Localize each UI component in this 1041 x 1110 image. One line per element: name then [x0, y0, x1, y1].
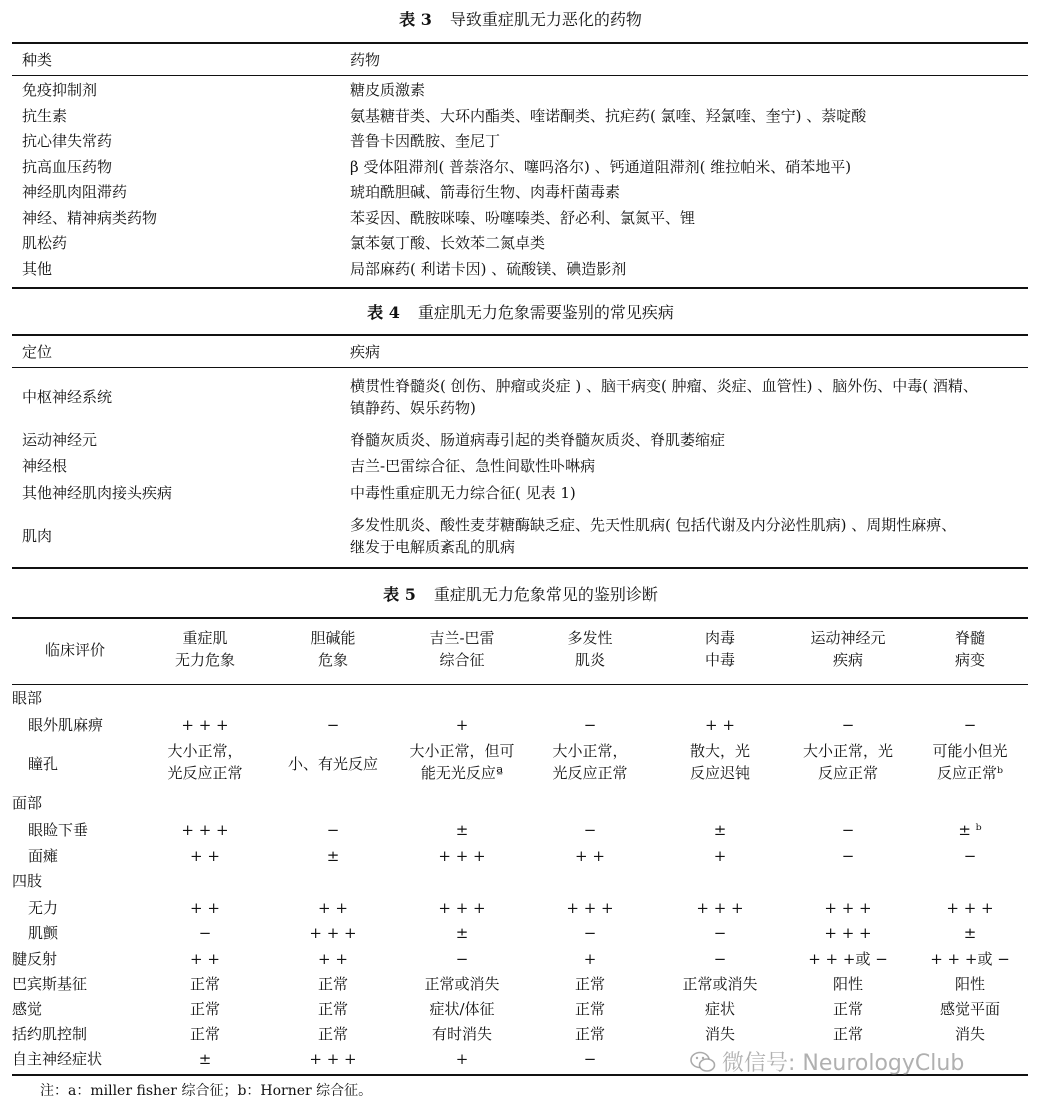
table5-cell-line: 大小正常，: [552, 742, 628, 760]
table3-caption: [0, 10, 1041, 30]
table5-cell: −: [841, 847, 855, 865]
table5-cell: 正常: [189, 1000, 220, 1018]
table5-cell: 正常: [189, 975, 220, 993]
table5-top-rule: [12, 617, 1028, 619]
table5-cell-line: 反应正常: [817, 764, 878, 782]
table5-cell: + + +: [438, 899, 486, 917]
table5-group-label: 面部: [12, 794, 43, 812]
table5-header-cell: 临床评价: [44, 641, 105, 659]
table3-cell-category: 其他: [22, 259, 53, 278]
table5-cell: 正常: [832, 1000, 863, 1018]
table4-caption-label: 表 4: [367, 303, 400, 322]
table5-cell: + + +: [824, 899, 872, 917]
table5-cell: + + +: [309, 1050, 357, 1068]
table5-cell: 正常: [189, 1025, 220, 1043]
table5-row-label: 无力: [28, 899, 59, 917]
table3-cell-category: 抗生素: [22, 106, 68, 125]
table5-cell-line: 光反应正常: [552, 764, 628, 782]
table4-cell-disease-line: 吉兰-巴雷综合征、急性间歇性卟啉病: [350, 457, 596, 475]
table5-row-label: 眼外肌麻痹: [28, 716, 104, 734]
table5-cell: 阳性: [954, 975, 985, 993]
table5-row-label: 肌颤: [28, 924, 59, 942]
table3-cell-drugs: 苯妥因、酰胺咪嗪、吩噻嗪类、舒必利、氯氮平、锂: [350, 208, 696, 227]
table5-cell: + +: [318, 950, 348, 968]
table5-cell: 正常: [317, 1000, 348, 1018]
table5-cell: 正常: [574, 1025, 605, 1043]
table3-cell-category: 肌松药: [22, 234, 68, 252]
table5-cell: 正常: [317, 975, 348, 993]
table5-cell: 正常或消失: [682, 975, 758, 993]
table3-cell-drugs: 琥珀酰胆碱、箭毒衍生物、肉毒杆菌毒素: [350, 183, 621, 201]
table4-header-disease: 疾病: [350, 343, 381, 361]
table5-cell: −: [841, 821, 855, 839]
table5-cell: −: [583, 821, 597, 839]
table4-header-rule: [12, 367, 1028, 368]
table4-bottom-rule: [12, 567, 1028, 569]
table4-cell-disease-line: 多发性肌炎、酸性麦芽糖酶缺乏症、先天性肌病( 包括代谢及内分泌性肌病) 、周期性麻痹、: [350, 516, 957, 534]
table5-header-cell: 综合征: [439, 651, 485, 669]
table5-cell: −: [583, 924, 597, 942]
table5-cell: −: [326, 821, 340, 839]
table5-header-cell: 胆碱能: [310, 629, 356, 647]
table4-cell-disease-line: 横贯性脊髓炎( 创伤、肿瘤或炎症 ) 、脑干病变( 肿瘤、炎症、血管性) 、脑外伤、中毒( 酒精、: [350, 377, 978, 395]
table5-cell: 有时消失: [431, 1025, 492, 1043]
table3-cell-drugs: 氨基糖苷类、大环内酯类、喹诺酮类、抗疟药( 氯喹、羟氯喹、奎宁) 、萘啶酸: [350, 106, 867, 125]
table3-cell-category: 神经肌肉阻滞药: [22, 183, 128, 201]
table5-cell: 正常: [317, 1025, 348, 1043]
table5-cell: 正常或消失: [424, 975, 500, 993]
table5-header-cell: 肉毒: [704, 629, 735, 647]
table5-cell: ±: [963, 924, 977, 942]
table5-cell: 正常: [574, 1000, 605, 1018]
table5-header-cell: 肌炎: [574, 651, 605, 669]
table5-header-cell: 重症肌: [182, 629, 228, 647]
table5-cell: + + +: [438, 847, 486, 865]
table5-cell: 正常: [832, 1025, 863, 1043]
table5-group-label: 四肢: [12, 872, 43, 890]
table3-header-rule: [12, 75, 1028, 76]
table5-cell: −: [583, 1050, 597, 1068]
table5-row-label: 眼睑下垂: [28, 821, 89, 839]
table4-caption-text: 重症肌无力危象需要鉴别的常见疾病: [417, 303, 674, 322]
table5-cell: + + +: [696, 899, 744, 917]
table5-header-cell: 病变: [954, 651, 985, 669]
table5-cell: −: [455, 950, 469, 968]
table5-header-cell: 无力危象: [174, 651, 235, 669]
table3-header-drugs: 药物: [350, 51, 381, 69]
table5-cell: +: [455, 716, 469, 734]
table5-cell: ±: [198, 1050, 212, 1068]
table3-header-category: 种类: [22, 51, 53, 69]
table5-row-label: 瞳孔: [28, 755, 59, 773]
table3-caption-text: 导致重症肌无力恶化的药物: [449, 10, 642, 29]
table5-cell: + + +: [946, 899, 994, 917]
table5-header-cell: 多发性: [567, 629, 613, 647]
table5-cell: + + +: [309, 924, 357, 942]
table5-cell-line: 可能小但光: [932, 742, 1008, 760]
table5-cell: +: [455, 1050, 469, 1068]
table5-cell-line: 反应正常ᵇ: [937, 764, 1003, 782]
table3-caption-label: 表 3: [399, 10, 432, 29]
table5-cell: −: [713, 950, 727, 968]
table5-row-label: 面瘫: [28, 847, 59, 865]
table4-cell-disease-line: 镇静药、娱乐药物): [350, 399, 476, 417]
table5-cell: + +: [190, 847, 220, 865]
table3-cell-category: 抗心律失常药: [22, 132, 113, 150]
table5-header-cell: 运动神经元: [810, 629, 886, 647]
table5-cell: −: [963, 716, 977, 734]
table5-group-label: 眼部: [12, 689, 43, 707]
table4-header-location: 定位: [22, 343, 53, 361]
table5-cell: 消失: [704, 1025, 735, 1043]
table5-cell: 感觉平面: [939, 1000, 1000, 1018]
table5-footnote: 注：a：miller fisher 综合征；b：Horner 综合征。: [40, 1083, 373, 1099]
table4-cell-disease-line: 脊髓灰质炎、肠道病毒引起的类脊髓灰质炎、脊肌萎缩症: [350, 431, 726, 449]
table4-caption: [0, 303, 1041, 323]
table3-cell-drugs: 糖皮质激素: [350, 81, 426, 99]
table5-cell: ± ᵇ: [958, 821, 982, 839]
table3-cell-drugs: β 受体阻滞剂( 普萘洛尔、噻吗洛尔) 、钙通道阻滞剂( 维拉帕米、硝苯地平): [350, 157, 852, 176]
table5-cell: +: [713, 847, 727, 865]
table3-cell-drugs: 氯苯氨丁酸、长效苯二氮卓类: [350, 234, 546, 252]
table5-header-cell: 脊髓: [954, 629, 985, 647]
table5-row-label: 感觉: [12, 1000, 43, 1018]
table5-cell: −: [198, 924, 212, 942]
table5-header-cell: 中毒: [704, 651, 735, 669]
table5-row-label: 括约肌控制: [12, 1025, 88, 1043]
table5-cell: 消失: [954, 1025, 985, 1043]
table5-cell: + + +: [824, 924, 872, 942]
table5-cell: + +: [190, 899, 220, 917]
table5-cell: 症状: [704, 1000, 735, 1018]
table5-cell: + +: [190, 950, 220, 968]
table3-cell-drugs: 普鲁卡因酰胺、奎尼丁: [350, 132, 501, 150]
table5-cell-line: 大小正常，但可: [409, 742, 515, 760]
table5-cell: +: [583, 950, 597, 968]
table5-cell: + +: [575, 847, 605, 865]
table3-top-rule: [12, 42, 1028, 44]
watermark: [690, 1046, 964, 1077]
table3-cell-category: 免疫抑制剂: [22, 81, 98, 99]
table5-cell: −: [713, 924, 727, 942]
table4-cell-disease-line: 继发于电解质紊乱的肌病: [350, 538, 516, 556]
table5-caption-label: 表 5: [383, 585, 416, 604]
table5-cell-line: 光反应正常: [167, 764, 243, 782]
table5-cell: 正常: [574, 975, 605, 993]
table3-cell-drugs: 局部麻药( 利诺卡因) 、硫酸镁、碘造影剂: [350, 259, 627, 278]
table5-cell-line: 散大，光: [689, 742, 750, 760]
table5-cell: 阳性: [832, 975, 863, 993]
table3-cell-category: 抗高血压药物: [22, 157, 113, 176]
table5-cell-line: 反应迟钝: [689, 764, 750, 782]
table5-cell: 症状/体征: [429, 1000, 495, 1018]
table5-cell: −: [326, 716, 340, 734]
table5-cell: + +: [318, 899, 348, 917]
table4-cell-location: 神经根: [22, 457, 68, 475]
table3-bottom-rule: [12, 287, 1028, 289]
table5-cell: + + +: [181, 821, 229, 839]
table5-row-label: 巴宾斯基征: [12, 975, 88, 993]
table3-cell-category: 神经、精神病类药物: [22, 208, 158, 227]
table4-cell-disease-line: 中毒性重症肌无力综合征( 见表 1): [350, 484, 576, 502]
table5-row-label: 腱反射: [12, 950, 58, 968]
table4-cell-location: 运动神经元: [22, 431, 98, 449]
wechat-icon: [690, 1051, 716, 1073]
table5-header-cell: 吉兰-巴雷: [429, 629, 495, 647]
table5-header-cell: 危象: [317, 651, 348, 669]
table5-cell: −: [841, 716, 855, 734]
table5-cell: + +: [705, 716, 735, 734]
table5-cell: + + +: [181, 716, 229, 734]
table5-cell: + + +或 −: [930, 950, 1010, 968]
table4-cell-location: 肌肉: [22, 527, 53, 545]
table5-cell-line: 能无光反应ª: [420, 764, 504, 782]
table5-cell-line: 大小正常，光: [802, 742, 893, 760]
table5-row-label: 自主神经症状: [12, 1050, 103, 1068]
table5-cell: ±: [455, 924, 469, 942]
table5-cell-line: 大小正常，: [167, 742, 243, 760]
table5-cell: 小、有光反应: [287, 755, 378, 773]
table5-cell: + + +或 −: [808, 950, 888, 968]
watermark-text: 微信号: NeurologyClub: [722, 1051, 965, 1076]
table5-header-rule: [12, 684, 1028, 685]
table5-caption-text: 重症肌无力危象常见的鉴别诊断: [433, 585, 658, 604]
table5-header-cell: 疾病: [832, 651, 863, 669]
table5-caption: [0, 585, 1041, 605]
table5-cell: + + +: [566, 899, 614, 917]
table5-cell: ±: [455, 821, 469, 839]
table5-cell: ±: [713, 821, 727, 839]
table4-top-rule: [12, 334, 1028, 336]
table5-cell: −: [583, 716, 597, 734]
table5-cell: −: [963, 847, 977, 865]
table5-cell: ±: [326, 847, 340, 865]
table4-cell-location: 其他神经肌肉接头疾病: [22, 484, 173, 502]
table4-cell-location: 中枢神经系统: [22, 388, 113, 406]
